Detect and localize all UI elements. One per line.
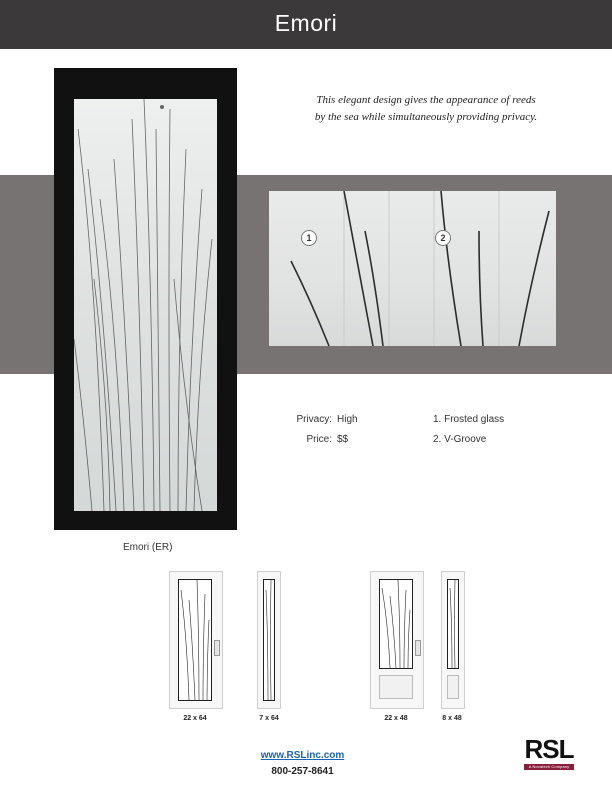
thumbnail-lower-panel (379, 675, 413, 699)
door-glass-panel (74, 99, 217, 511)
thumbnail-8x48 (441, 571, 465, 709)
closeup-photo (269, 191, 556, 346)
tagline (296, 92, 556, 126)
rsl-logo (524, 734, 574, 770)
tagline-line-1: This elegant design gives the appearance of reeds (316, 94, 536, 106)
thumbnail-label: 22 x 48 (384, 715, 408, 722)
thumbnail-reeds (380, 580, 412, 668)
thumbnail-handle (415, 640, 421, 656)
thumbnail-label: 22 x 64 (183, 715, 207, 722)
thumbnail-glass (263, 579, 275, 701)
legend-v-groove: 2. V-Groove (433, 434, 487, 445)
logo-text: RSL (524, 734, 574, 764)
phone-number: 800-257-8641 (271, 766, 334, 777)
price-value: $$ (337, 434, 349, 445)
door-caption: Emori (ER) (123, 542, 173, 553)
tagline-line-2: by the sea while simultaneously providing privacy. (314, 111, 538, 123)
thumbnail-handle (214, 640, 220, 656)
thumbnail-lower-panel (447, 675, 459, 699)
logo-subtitle: A Novatech Company (524, 764, 574, 770)
privacy-value: High (337, 414, 358, 425)
reed-pattern (74, 99, 217, 511)
thumbnail-reeds (448, 580, 458, 668)
legend-frosted-glass: 1. Frosted glass (433, 414, 505, 425)
door-photo (54, 68, 237, 530)
privacy-label: Privacy: (296, 414, 332, 425)
thumbnail-reeds (264, 580, 274, 700)
thumbnail-label: 8 x 48 (442, 715, 462, 722)
page-title: Emori (274, 10, 338, 36)
closeup-marker-1: 1 (301, 230, 317, 246)
closeup-reeds (269, 191, 556, 346)
website-link[interactable]: www.RSLinc.com (260, 750, 345, 761)
thumbnail-22x64 (169, 571, 223, 709)
thumbnail-reeds (179, 580, 211, 700)
price-label: Price: (306, 434, 332, 445)
thumbnail-22x48 (370, 571, 424, 709)
thumbnail-glass (447, 579, 459, 669)
closeup-marker-2: 2 (435, 230, 451, 246)
thumbnail-7x64 (257, 571, 281, 709)
thumbnail-glass (178, 579, 212, 701)
thumbnail-label: 7 x 64 (259, 715, 279, 722)
thumbnail-glass (379, 579, 413, 669)
